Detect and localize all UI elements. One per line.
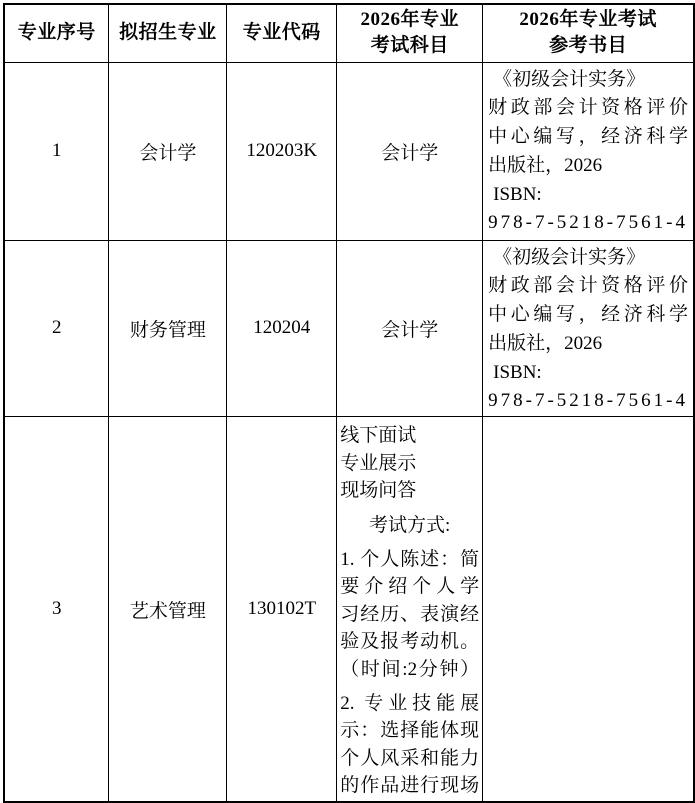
ref-line: ISBN:	[493, 183, 542, 205]
ref-line: 财政部会计资格评价	[488, 275, 688, 297]
table-row-3	[4, 417, 694, 802]
major-cell: 财务管理	[109, 240, 227, 417]
table-row-1	[4, 62, 694, 240]
subject-line: 个人风采和能力	[340, 747, 480, 769]
code-cell: 130102T	[227, 417, 337, 802]
ref-line: 财政部会计资格评价	[488, 97, 688, 119]
subject-line: 示：选择能体现	[340, 720, 480, 742]
ref-line: 《初级会计实务》	[493, 68, 646, 90]
header-subject-line1: 2026年专业	[360, 9, 459, 31]
subject-line: 线下面试	[340, 425, 417, 447]
subject-line: 1. 个人陈述：简	[340, 548, 480, 570]
ref-line: 出版社，2026	[488, 332, 603, 354]
subject-line: 专业展示	[340, 452, 417, 474]
header-subject-line2: 考试科目	[370, 35, 449, 57]
subject-line: 2. 专业技能展	[340, 692, 480, 714]
header-ref	[483, 4, 694, 62]
ref-line: 中心编写，经济科学	[488, 126, 688, 148]
header-code: 专业代码	[227, 4, 337, 62]
ref-line: 中心编写，经济科学	[488, 304, 688, 326]
ref-line: 出版社，2026	[488, 154, 603, 176]
ref-book-cell	[483, 240, 694, 417]
subject-line: 要介绍个人学	[340, 576, 480, 598]
ref-line: 《初级会计实务》	[493, 246, 646, 268]
seq-cell: 1	[4, 62, 109, 240]
subject-line: （时间:2分钟）	[340, 658, 480, 680]
subject-line: 的作品进行现场	[340, 775, 480, 797]
major-cell: 会计学	[109, 62, 227, 240]
seq-cell: 2	[4, 240, 109, 417]
subject-cell: 会计学	[337, 62, 483, 240]
subject-cell: 会计学	[337, 240, 483, 417]
header-seq: 专业序号	[4, 4, 109, 62]
ref-book-cell-empty	[483, 417, 694, 802]
header-ref-line1: 2026年专业考试	[519, 9, 657, 31]
subject-line: 验及报考动机。	[340, 631, 480, 653]
ref-book-cell	[483, 62, 694, 240]
subject-cell-multiline	[337, 417, 483, 802]
major-cell: 艺术管理	[109, 417, 227, 802]
subject-line: 习经历、表演经	[340, 603, 480, 625]
subject-line: 考试方式:	[369, 514, 451, 536]
ref-line: ISBN:	[493, 361, 542, 383]
table-row-2	[4, 240, 694, 417]
admission-majors-table	[3, 3, 695, 803]
header-subject	[337, 4, 483, 62]
header-major: 拟招生专业	[109, 4, 227, 62]
seq-cell: 3	[4, 417, 109, 802]
code-cell: 120204	[227, 240, 337, 417]
code-cell: 120203K	[227, 62, 337, 240]
header-row	[4, 4, 694, 62]
header-ref-line2: 参考书目	[549, 35, 628, 57]
ref-line-isbn: 978-7-5218-7561-4	[488, 212, 688, 234]
ref-line-isbn: 978-7-5218-7561-4	[488, 390, 688, 412]
subject-line: 现场问答	[340, 480, 417, 502]
